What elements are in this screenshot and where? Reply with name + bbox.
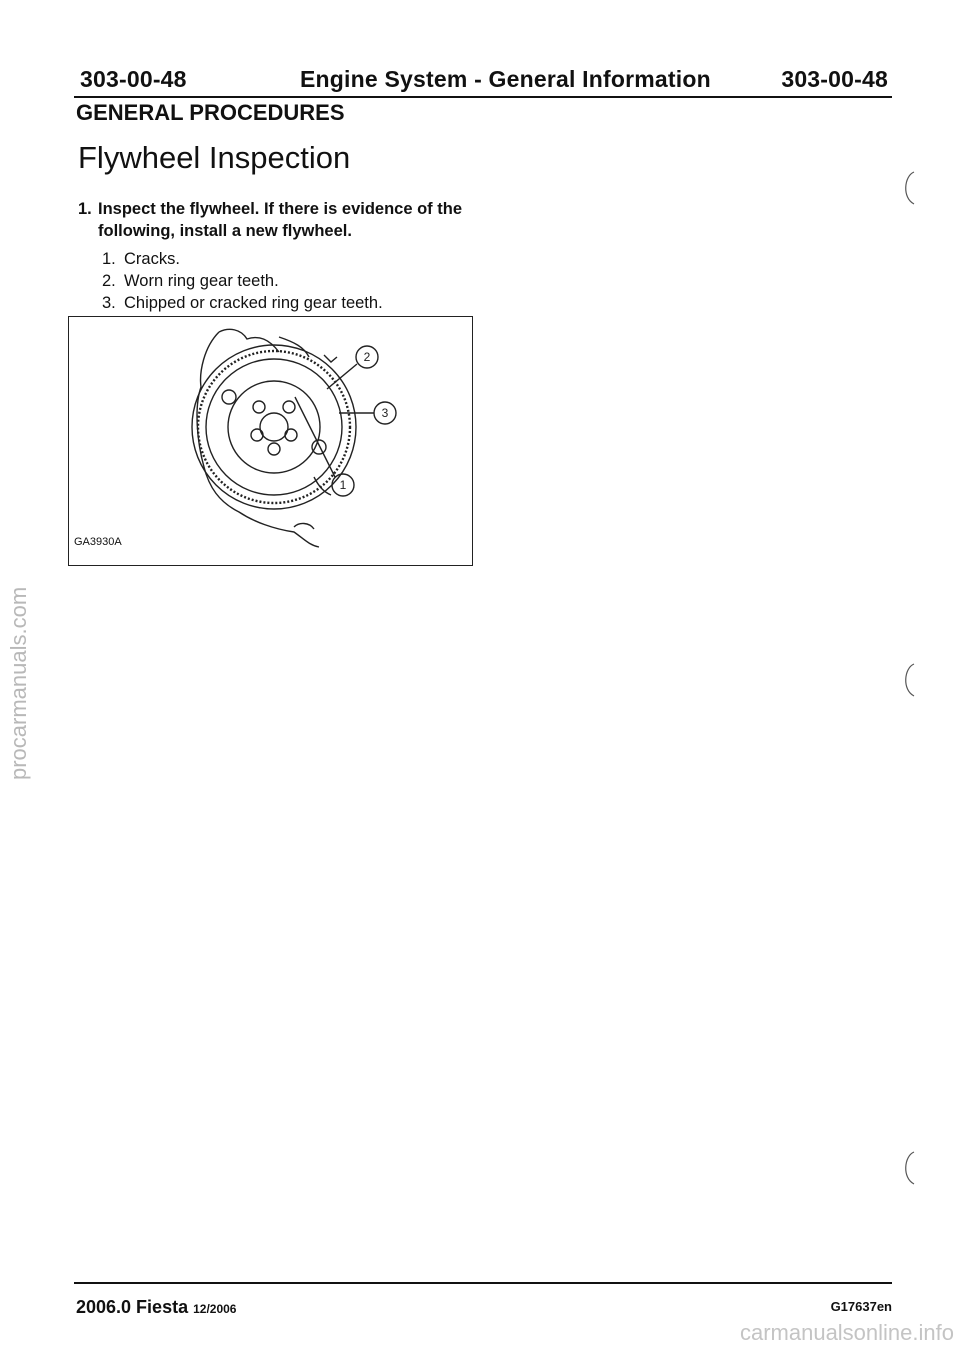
header-rule xyxy=(74,96,892,98)
subitem-3 xyxy=(102,292,383,314)
side-watermark: procarmanuals.com xyxy=(6,586,31,780)
section-heading: GENERAL PROCEDURES xyxy=(76,100,345,125)
callout-label-1: 1 xyxy=(339,478,347,492)
ring-gear-teeth xyxy=(198,351,350,503)
dowel-hole xyxy=(222,390,236,404)
page-number-left: 303-00-48 xyxy=(80,66,187,92)
bolt-hole xyxy=(251,429,263,441)
bolt-hole xyxy=(253,401,265,413)
subitem-text: Worn ring gear teeth. xyxy=(124,272,279,290)
step-text: Inspect the flywheel. If there is evidence of the following, install a new flywheel. xyxy=(98,200,463,240)
margin-binder-mark xyxy=(896,660,926,700)
bottom-watermark: carmanualsonline.info xyxy=(739,1320,954,1345)
subitem-number: 3. xyxy=(102,294,116,312)
dowel-hole xyxy=(312,440,326,454)
step-1 xyxy=(78,198,478,242)
flywheel-illustration xyxy=(69,317,471,564)
footer-model xyxy=(76,1297,236,1318)
subitem-2 xyxy=(102,270,279,292)
page-number-right: 303-00-48 xyxy=(781,66,888,92)
footer-code: G17637en xyxy=(830,1299,892,1314)
subitem-number: 2. xyxy=(102,272,116,290)
header-title: Engine System - General Information xyxy=(300,66,711,92)
subitem-1 xyxy=(102,248,180,270)
mount-lug xyxy=(294,523,314,529)
subitem-text: Cracks. xyxy=(124,250,180,268)
subitem-number: 1. xyxy=(102,250,116,268)
figure-id: GA3930A xyxy=(74,536,122,548)
flywheel-figure xyxy=(68,316,473,566)
procedure-title: Flywheel Inspection xyxy=(78,140,351,175)
subitem-text: Chipped or cracked ring gear teeth. xyxy=(124,294,383,312)
bolt-hole xyxy=(285,429,297,441)
callout-label-3: 3 xyxy=(381,406,389,420)
footer-model-name: 2006.0 Fiesta xyxy=(76,1297,189,1317)
callout-label-2: 2 xyxy=(363,350,371,364)
crack-detail xyxy=(324,355,337,362)
margin-binder-mark xyxy=(896,1148,926,1188)
margin-binder-mark xyxy=(896,168,926,208)
step-number: 1. xyxy=(78,200,92,218)
bolt-hole xyxy=(283,401,295,413)
center-hub xyxy=(260,413,288,441)
clutch-surface xyxy=(228,381,320,473)
flywheel-face xyxy=(206,359,342,495)
footer-date: 12/2006 xyxy=(193,1302,237,1316)
bolt-hole xyxy=(268,443,280,455)
footer-rule xyxy=(74,1282,892,1284)
